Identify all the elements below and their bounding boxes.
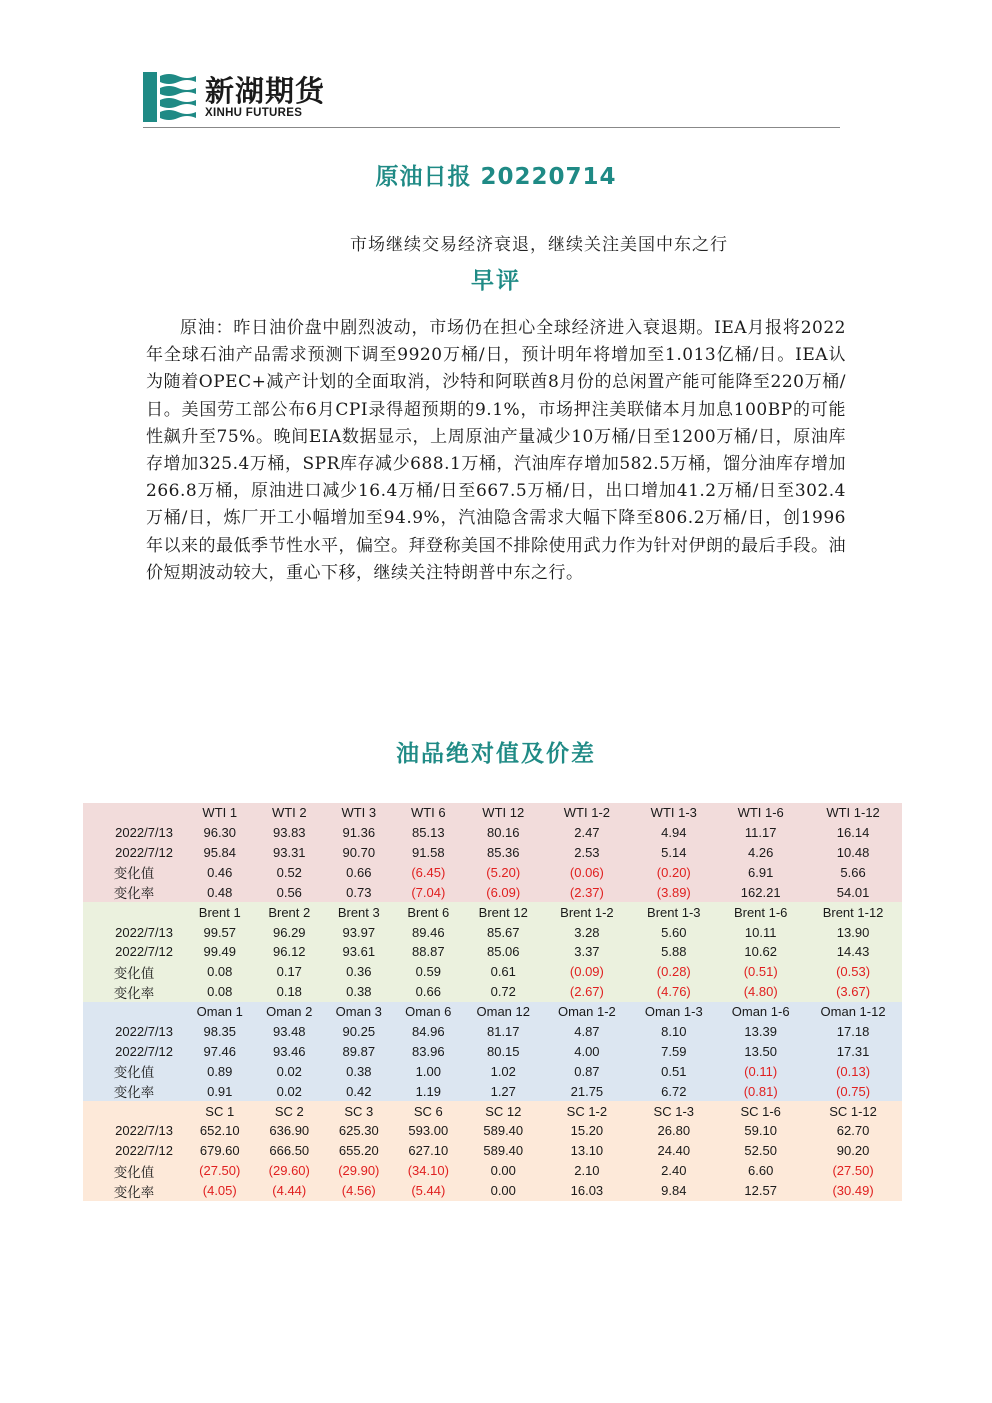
table-cell: (5.44) (394, 1181, 464, 1201)
table-cell: (34.10) (394, 1161, 464, 1181)
table-cell: 0.38 (324, 982, 394, 1002)
table-row (83, 982, 902, 1002)
table-cell: (0.75) (804, 1081, 902, 1101)
table-cell: 93.31 (255, 843, 325, 863)
table-row (83, 843, 902, 863)
table-cell: 1.19 (394, 1081, 464, 1101)
table-cell: (0.11) (717, 1061, 804, 1081)
table-cell: 589.40 (463, 1141, 543, 1161)
row-label: 2022/7/12 (83, 942, 185, 962)
table-cell: 0.02 (255, 1081, 325, 1101)
table-cell: 5.88 (630, 942, 717, 962)
row-label: 2022/7/12 (83, 1041, 185, 1061)
brent-header-row (83, 902, 902, 922)
table-cell: 3.37 (543, 942, 630, 962)
oil-price-table (83, 803, 902, 1201)
table-cell: (4.80) (717, 982, 804, 1002)
table-header-cell: Brent 1 (185, 902, 255, 922)
table-cell: 89.87 (324, 1041, 394, 1061)
table-header-cell: SC 1-2 (543, 1101, 630, 1121)
table-row (83, 1141, 902, 1161)
table-row (83, 962, 902, 982)
table-cell: 80.16 (463, 823, 543, 843)
xinhu-wave-logo-icon (143, 72, 199, 122)
table-header-cell: SC 1 (185, 1101, 255, 1121)
table-cell: (4.05) (185, 1181, 255, 1201)
table-cell: 0.73 (324, 882, 394, 902)
table-row (83, 942, 902, 962)
table-cell: (29.90) (324, 1161, 394, 1181)
table-cell: 10.62 (717, 942, 804, 962)
row-label: 变化值 (83, 862, 185, 882)
table-header-cell: Oman 1-12 (804, 1002, 902, 1022)
table-cell: 636.90 (255, 1121, 325, 1141)
table-header-cell: Brent 3 (324, 902, 394, 922)
table-cell: 0.17 (255, 962, 325, 982)
table-cell: 10.11 (717, 922, 804, 942)
table-cell: 52.50 (717, 1141, 804, 1161)
table-row (83, 922, 902, 942)
table-cell: 90.70 (324, 843, 394, 863)
table-header-cell: SC 12 (463, 1101, 543, 1121)
table-header-cell: Brent 1-6 (717, 902, 804, 922)
table-header-cell: Brent 1-2 (543, 902, 630, 922)
table-row (83, 882, 902, 902)
row-label: 2022/7/12 (83, 1141, 185, 1161)
table-cell: (4.76) (630, 982, 717, 1002)
row-label: 2022/7/12 (83, 843, 185, 863)
table-cell: 0.08 (185, 962, 255, 982)
table-cell: 4.00 (543, 1041, 630, 1061)
morning-review-paragraph: 原油：昨日油价盘中剧烈波动，市场仍在担心全球经济进入衰退期。IEA月报将2022年全球石油产品需求预测下调至9920万桶/日，预计明年将增加至1.013亿桶/日。IEA认为随着OPEC+减产计划的全面取消，沙特和阿联酋8月份的总闲置产能可能降至220万桶/日。美国劳工部公布6月CPI录得超预期的9.1%，市场押注美联储本月加息100BP的可能性飙升至75%。晚间EIA数据显示，上周原油产量减少10万桶/日至1200万桶/日，原油库存增加325.4万桶，SPR库存减少688.1万桶，汽油库存增加582.5万桶，馏分油库存增加266.8万桶，原油进口减少16.4万桶/日至667.5万桶/日，出口增加41.2万桶/日至302.4万桶/日，炼厂开工小幅增加至94.9%，汽油隐含需求大幅下降至806.2万桶/日，创1996年以来的最低季节性水平，偏空。拜登称美国不排除使用武力作为针对伊朗的最后手段。油价短期波动较大，重心下移，继续关注特朗普中东之行。 (146, 318, 846, 583)
table-cell: 13.39 (717, 1022, 804, 1042)
table-cell: 0.18 (255, 982, 325, 1002)
table-cell: 15.20 (543, 1121, 630, 1141)
table-cell: (0.06) (543, 862, 630, 882)
table-cell: 90.20 (804, 1141, 902, 1161)
table-header-blank (83, 902, 185, 922)
table-cell: 593.00 (394, 1121, 464, 1141)
table-cell: 0.00 (463, 1161, 543, 1181)
table-cell: 59.10 (717, 1121, 804, 1141)
table-cell: 89.46 (394, 922, 464, 942)
table-cell: 6.72 (630, 1081, 717, 1101)
table-cell: (7.04) (394, 882, 464, 902)
logo-chinese-text: 新湖期货 (205, 73, 326, 108)
row-label: 2022/7/13 (83, 1022, 185, 1042)
table-cell: 2.53 (543, 843, 630, 863)
table-cell: 11.17 (717, 823, 804, 843)
table-header-cell: SC 6 (394, 1101, 464, 1121)
table-cell: (29.60) (255, 1161, 325, 1181)
table-cell: (30.49) (804, 1181, 902, 1201)
table-cell: 666.50 (255, 1141, 325, 1161)
table-cell: (6.09) (463, 882, 543, 902)
table-header-cell: Brent 1-12 (804, 902, 902, 922)
table-cell: (27.50) (804, 1161, 902, 1181)
table-cell: 589.40 (463, 1121, 543, 1141)
table-cell: 0.91 (185, 1081, 255, 1101)
table-header-cell: WTI 1 (185, 803, 255, 823)
table-row (83, 1161, 902, 1181)
table-header-blank (83, 1101, 185, 1121)
report-subtitle: 市场继续交易经济衰退，继续关注美国中东之行 (350, 235, 728, 255)
table-row (83, 1022, 902, 1042)
table-cell: 12.57 (717, 1181, 804, 1201)
table-cell: 98.35 (185, 1022, 255, 1042)
table-cell: 26.80 (630, 1121, 717, 1141)
table-cell: 4.94 (630, 823, 717, 843)
table-cell: 655.20 (324, 1141, 394, 1161)
table-header-cell: Oman 1-6 (717, 1002, 804, 1022)
table-cell: 0.38 (324, 1061, 394, 1081)
table-cell: 5.60 (630, 922, 717, 942)
table-header-cell: WTI 1-6 (717, 803, 804, 823)
table-cell: (0.51) (717, 962, 804, 982)
table-cell: 84.96 (394, 1022, 464, 1042)
table-cell: (0.09) (543, 962, 630, 982)
row-label: 变化率 (83, 1081, 185, 1101)
table-cell: (4.56) (324, 1181, 394, 1201)
table-cell: 16.03 (543, 1181, 630, 1201)
table-cell: 0.52 (255, 862, 325, 882)
table-cell: 3.28 (543, 922, 630, 942)
table-header-cell: WTI 1-3 (630, 803, 717, 823)
table-cell: (4.44) (255, 1181, 325, 1201)
table-header-cell: Oman 1-3 (630, 1002, 717, 1022)
row-label: 变化率 (83, 882, 185, 902)
table-header-cell: SC 1-6 (717, 1101, 804, 1121)
table-header-cell: Brent 12 (463, 902, 543, 922)
table-cell: 93.46 (255, 1041, 325, 1061)
table-cell: 99.49 (185, 942, 255, 962)
table-header-cell: WTI 6 (394, 803, 464, 823)
table-cell: 93.83 (255, 823, 325, 843)
table-cell: 0.56 (255, 882, 325, 902)
table-cell: 0.59 (394, 962, 464, 982)
wti-header-row (83, 803, 902, 823)
table-cell: (27.50) (185, 1161, 255, 1181)
table-cell: 54.01 (804, 882, 902, 902)
row-label: 变化值 (83, 1061, 185, 1081)
table-cell: 24.40 (630, 1141, 717, 1161)
oman-header-row (83, 1002, 902, 1022)
section-heading-morning-review: 早评 (471, 268, 521, 294)
table-cell: 81.17 (463, 1022, 543, 1042)
table-header-cell: Oman 12 (463, 1002, 543, 1022)
table-cell: 93.61 (324, 942, 394, 962)
logo-english-text: XINHU FUTURES (205, 106, 303, 119)
table-cell: 679.60 (185, 1141, 255, 1161)
table-header-cell: Oman 1 (185, 1002, 255, 1022)
table-cell: 83.96 (394, 1041, 464, 1061)
table-cell: 16.14 (804, 823, 902, 843)
table-cell: 85.67 (463, 922, 543, 942)
table-cell: 96.29 (255, 922, 325, 942)
table-cell: 96.30 (185, 823, 255, 843)
table-cell: 0.51 (630, 1061, 717, 1081)
table-cell: 14.43 (804, 942, 902, 962)
table-cell: (0.53) (804, 962, 902, 982)
table-cell: 10.48 (804, 843, 902, 863)
table-header-cell: Oman 1-2 (543, 1002, 630, 1022)
table-row (83, 862, 902, 882)
table-cell: 0.89 (185, 1061, 255, 1081)
table-cell: 2.10 (543, 1161, 630, 1181)
table-cell: (2.67) (543, 982, 630, 1002)
table-cell: (5.20) (463, 862, 543, 882)
table-header-blank (83, 1002, 185, 1022)
table-cell: 2.40 (630, 1161, 717, 1181)
table-cell: 95.84 (185, 843, 255, 863)
table-cell: 93.97 (324, 922, 394, 942)
table-cell: 8.10 (630, 1022, 717, 1042)
table-cell: 13.10 (543, 1141, 630, 1161)
table-header-cell: WTI 12 (463, 803, 543, 823)
table-cell: 21.75 (543, 1081, 630, 1101)
table-cell: 0.66 (324, 862, 394, 882)
table-cell: 0.02 (255, 1061, 325, 1081)
table-cell: 1.27 (463, 1081, 543, 1101)
section-heading-price-table: 油品绝对值及价差 (396, 741, 596, 767)
table-cell: 96.12 (255, 942, 325, 962)
table-cell: 0.72 (463, 982, 543, 1002)
table-cell: 13.50 (717, 1041, 804, 1061)
table-row (83, 1081, 902, 1101)
row-label: 2022/7/13 (83, 823, 185, 843)
table-cell: 0.08 (185, 982, 255, 1002)
table-header-cell: WTI 2 (255, 803, 325, 823)
table-header-cell: WTI 1-2 (543, 803, 630, 823)
table-cell: 4.87 (543, 1022, 630, 1042)
table-row (83, 1061, 902, 1081)
table-cell: 99.57 (185, 922, 255, 942)
table-row (83, 1181, 902, 1201)
table-cell: 0.46 (185, 862, 255, 882)
table-header-cell: Brent 1-3 (630, 902, 717, 922)
table-cell: 652.10 (185, 1121, 255, 1141)
table-cell: (0.20) (630, 862, 717, 882)
table-cell: 162.21 (717, 882, 804, 902)
row-label: 2022/7/13 (83, 922, 185, 942)
table-cell: 62.70 (804, 1121, 902, 1141)
table-header-cell: Oman 3 (324, 1002, 394, 1022)
table-cell: 627.10 (394, 1141, 464, 1161)
table-header-cell: WTI 1-12 (804, 803, 902, 823)
table-header-blank (83, 803, 185, 823)
table-cell: (3.67) (804, 982, 902, 1002)
table-cell: (0.28) (630, 962, 717, 982)
table-cell: 2.47 (543, 823, 630, 843)
table-cell: 0.66 (394, 982, 464, 1002)
table-cell: 13.90 (804, 922, 902, 942)
header-divider (143, 127, 840, 128)
row-label: 变化率 (83, 982, 185, 1002)
table-header-cell: Brent 2 (255, 902, 325, 922)
table-cell: 0.00 (463, 1181, 543, 1201)
table-cell: 7.59 (630, 1041, 717, 1061)
table-cell: 4.26 (717, 843, 804, 863)
table-cell: 0.36 (324, 962, 394, 982)
table-cell: 1.02 (463, 1061, 543, 1081)
table-cell: 9.84 (630, 1181, 717, 1201)
table-header-cell: SC 1-3 (630, 1101, 717, 1121)
table-cell: 88.87 (394, 942, 464, 962)
table-cell: 91.36 (324, 823, 394, 843)
row-label: 变化率 (83, 1181, 185, 1201)
table-cell: 6.60 (717, 1161, 804, 1181)
table-cell: 93.48 (255, 1022, 325, 1042)
table-cell: (0.81) (717, 1081, 804, 1101)
table-cell: 0.61 (463, 962, 543, 982)
table-cell: (3.89) (630, 882, 717, 902)
table-cell: (6.45) (394, 862, 464, 882)
table-cell: (0.13) (804, 1061, 902, 1081)
table-row (83, 823, 902, 843)
row-label: 变化值 (83, 1161, 185, 1181)
table-cell: 90.25 (324, 1022, 394, 1042)
table-cell: 80.15 (463, 1041, 543, 1061)
table-header-cell: Oman 2 (255, 1002, 325, 1022)
table-header-cell: SC 1-12 (804, 1101, 902, 1121)
table-cell: 5.66 (804, 862, 902, 882)
report-title: 原油日报 20220714 (375, 164, 617, 190)
row-label: 2022/7/13 (83, 1121, 185, 1141)
table-cell: 625.30 (324, 1121, 394, 1141)
table-cell: 85.13 (394, 823, 464, 843)
table-cell: 17.31 (804, 1041, 902, 1061)
table-header-cell: SC 3 (324, 1101, 394, 1121)
table-cell: (2.37) (543, 882, 630, 902)
table-header-cell: SC 2 (255, 1101, 325, 1121)
table-cell: 0.42 (324, 1081, 394, 1101)
table-row (83, 1121, 902, 1141)
table-cell: 91.58 (394, 843, 464, 863)
table-header-cell: Brent 6 (394, 902, 464, 922)
table-cell: 17.18 (804, 1022, 902, 1042)
table-cell: 85.06 (463, 942, 543, 962)
sc-header-row (83, 1101, 902, 1121)
table-header-cell: Oman 6 (394, 1002, 464, 1022)
table-cell: 6.91 (717, 862, 804, 882)
table-header-cell: WTI 3 (324, 803, 394, 823)
table-cell: 5.14 (630, 843, 717, 863)
table-cell: 85.36 (463, 843, 543, 863)
table-cell: 97.46 (185, 1041, 255, 1061)
row-label: 变化值 (83, 962, 185, 982)
table-cell: 0.87 (543, 1061, 630, 1081)
table-cell: 1.00 (394, 1061, 464, 1081)
table-cell: 0.48 (185, 882, 255, 902)
company-logo (143, 72, 325, 122)
table-row (83, 1041, 902, 1061)
